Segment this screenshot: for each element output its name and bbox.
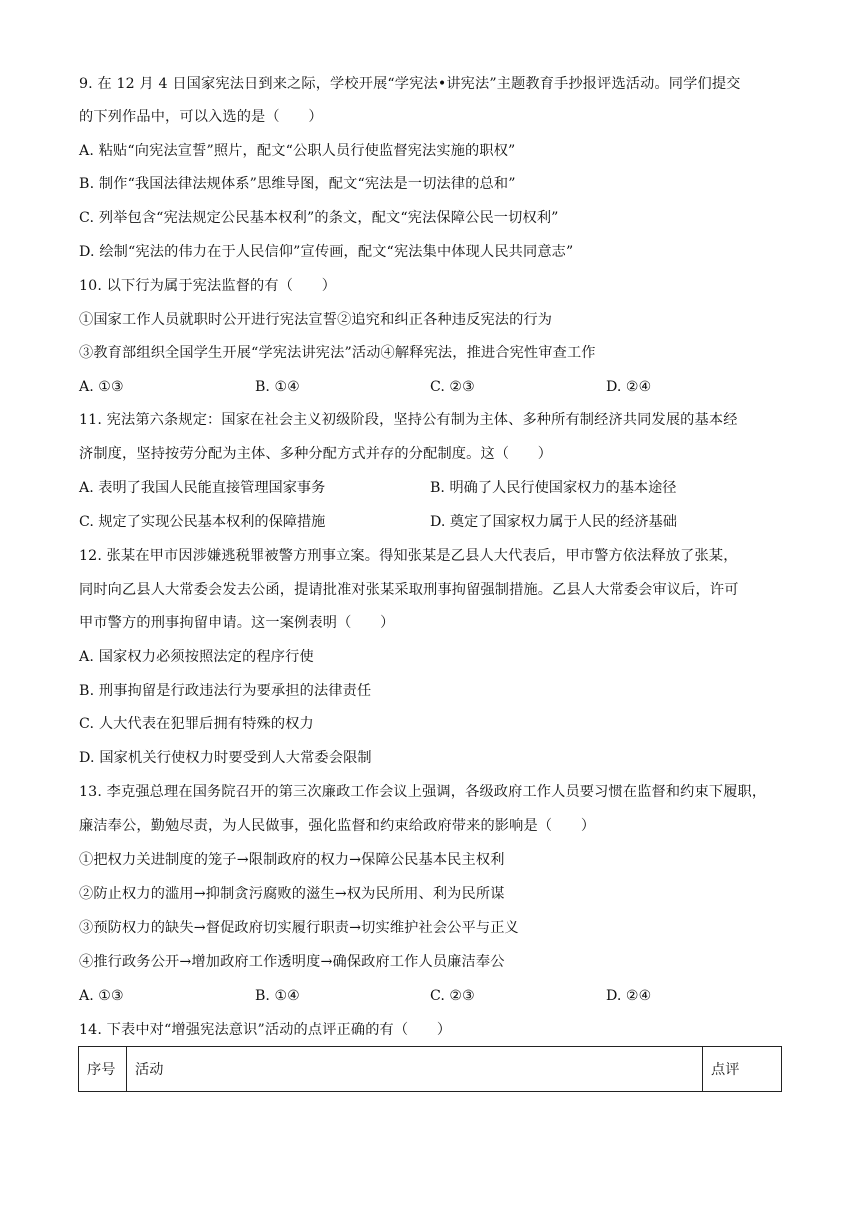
q13-item-2: ②防止权力的滥用→抑制贪污腐败的滋生→权为民所用、利为民所谋	[79, 886, 505, 902]
q13-stem-line2: 廉洁奉公，勤勉尽责，为人民做事，强化监督和约束给政府带来的影响是（ ）	[79, 818, 596, 834]
q12-option-d: D. 国家机关行使权力时要受到人大常委会限制	[79, 750, 372, 766]
q14-table	[78, 1046, 782, 1092]
q10-items-3-4: ③教育部组织全国学生开展“学宪法讲宪法”活动④解释宪法，推进合宪性审查工作	[79, 345, 596, 361]
table-header-comment: 点评	[703, 1047, 782, 1092]
q11-stem-line1: 11. 宪法第六条规定：国家在社会主义初级阶段，坚持公有制为主体、多种所有制经济共同发展的基本经	[79, 412, 738, 428]
q9-option-b: B. 制作“我国法律法规体系”思维导图，配文“宪法是一切法律的总和”	[79, 176, 516, 192]
table-header-row	[79, 1047, 782, 1092]
q11-stem-line2: 济制度，坚持按劳分配为主体、多种分配方式并存的分配制度。这（ ）	[79, 446, 553, 462]
q11-option-d: D. 奠定了国家权力属于人民的经济基础	[430, 514, 677, 530]
q10-option-a: A. ①③	[79, 379, 124, 395]
q9-stem-line1: 9. 在 12 月 4 日国家宪法日到来之际，学校开展“学宪法•讲宪法”主题教育手抄报评选活动。同学们提交	[79, 76, 741, 92]
q11-option-a: A. 表明了我国人民能直接管理国家事务	[79, 480, 326, 496]
q13-option-c: C. ②③	[430, 988, 475, 1004]
q9-option-a: A. 粘贴“向宪法宣誓”照片，配文“公职人员行使监督宪法实施的职权”	[79, 143, 516, 159]
q13-stem-line1: 13. 李克强总理在国务院召开的第三次廉政工作会议上强调，各级政府工作人员要习惯在监督和约束下履职，	[79, 784, 767, 800]
q10-items-1-2: ①国家工作人员就职时公开进行宪法宣誓②追究和纠正各种违反宪法的行为	[79, 312, 553, 328]
q13-item-1: ①把权力关进制度的笼子→限制政府的权力→保障公民基本民主权利	[79, 852, 505, 868]
q10-stem: 10. 以下行为属于宪法监督的有（ ）	[79, 278, 337, 294]
q13-item-4: ④推行政务公开→增加政府工作透明度→确保政府工作人员廉洁奉公	[79, 954, 505, 970]
q12-stem-line2: 同时向乙县人大常委会发去公函，提请批准对张某采取刑事拘留强制措施。乙县人大常委会审议后，许可	[79, 582, 739, 598]
q12-stem-line3: 甲市警方的刑事拘留申请。这一案例表明（ ）	[79, 615, 395, 631]
q10-option-b: B. ①④	[255, 379, 300, 395]
q9-stem-line2: 的下列作品中，可以入选的是（ ）	[79, 109, 323, 125]
table-header-index: 序号	[79, 1047, 127, 1092]
q13-option-d: D. ②④	[606, 988, 652, 1004]
q12-option-c: C. 人大代表在犯罪后拥有特殊的权力	[79, 716, 314, 732]
q10-option-d: D. ②④	[606, 379, 652, 395]
q11-option-b: B. 明确了人民行使国家权力的基本途径	[430, 480, 677, 496]
q12-option-b: B. 刑事拘留是行政违法行为要承担的法律责任	[79, 683, 372, 699]
q13-option-b: B. ①④	[255, 988, 300, 1004]
q12-option-a: A. 国家权力必须按照法定的程序行使	[79, 649, 314, 665]
table-header-activity: 活动	[127, 1047, 703, 1092]
q14-stem: 14. 下表中对“增强宪法意识”活动的点评正确的有（ ）	[79, 1022, 452, 1038]
q13-option-a: A. ①③	[79, 988, 124, 1004]
q11-option-c: C. 规定了实现公民基本权利的保障措施	[79, 514, 326, 530]
q13-item-3: ③预防权力的缺失→督促政府切实履行职责→切实维护社会公平与正义	[79, 920, 519, 936]
q9-option-d: D. 绘制“宪法的伟力在于人民信仰”宣传画，配文“宪法集中体现人民共同意志”	[79, 244, 574, 260]
q10-option-c: C. ②③	[430, 379, 475, 395]
q9-option-c: C. 列举包含“宪法规定公民基本权利”的条文，配文“宪法保障公民一切权利”	[79, 210, 559, 226]
q12-stem-line1: 12. 张某在甲市因涉嫌逃税罪被警方刑事立案。得知张某是乙县人大代表后，甲市警方依法释放了张某，	[79, 548, 738, 564]
